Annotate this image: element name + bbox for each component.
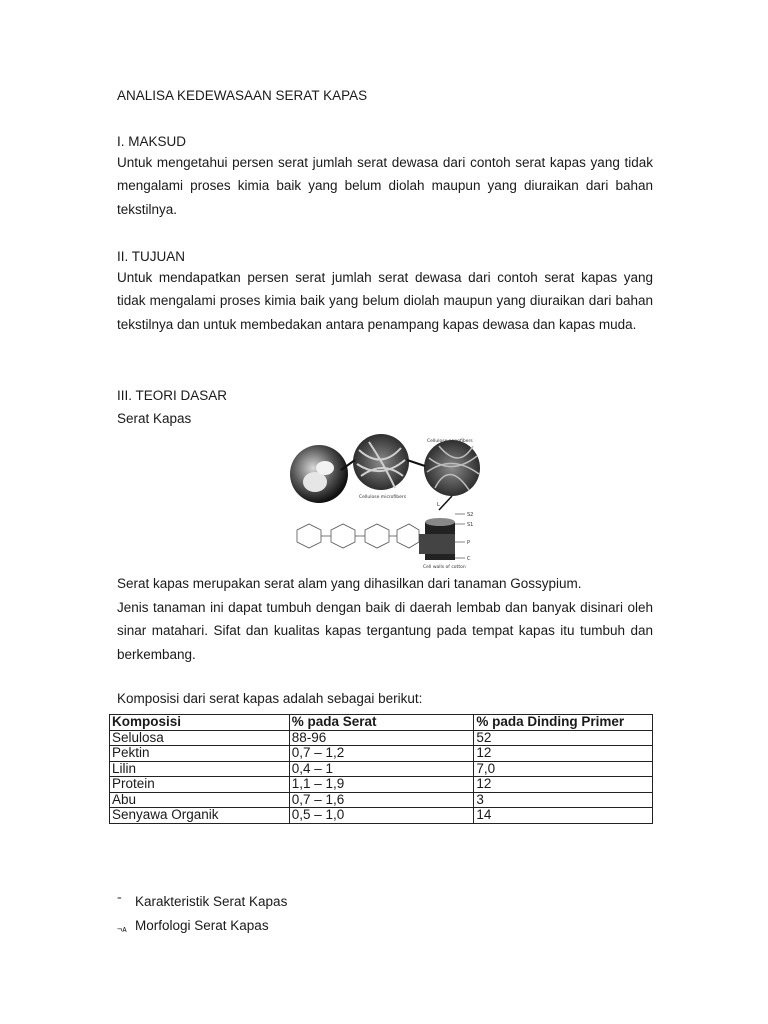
- paragraph-maksud: Untuk mengetahui persen serat jumlah serat dewasa dari contoh serat kapas yang tidak mengalami proses kimia baik yang belum diolah maupun yang diuraikan dari bahan tekstilnya.: [117, 155, 653, 217]
- paragraph-tujuan: Untuk mendapatkan persen serat jumlah serat dewasa dari contoh serat kapas yang tidak mengalami proses kimia baik yang belum diolah maupun yang diuraikan dari bahan tekstilnya dan untuk membedakan antara penampang kapas dewasa dan kapas muda.: [117, 270, 653, 332]
- paragraph-serat-kapas: Serat kapas merupakan serat alam yang dihasilkan dari tanaman Gossypium.: [117, 576, 582, 591]
- layer-label-s1: S1: [467, 522, 474, 528]
- bullet-karakteristik: [117, 894, 287, 909]
- table-cell: 0,5 – 1,0: [289, 808, 474, 824]
- layer-label-l: L: [437, 502, 440, 508]
- table-row: [110, 761, 653, 777]
- table-cell: Abu: [110, 792, 290, 808]
- table-row: [110, 746, 653, 762]
- layer-label-p: P: [467, 540, 471, 546]
- subheading-serat-kapas: Serat Kapas: [117, 411, 192, 426]
- table-cell: Pektin: [110, 746, 290, 762]
- table-cell: Selulosa: [110, 730, 290, 746]
- bullet-text: Karakteristik Serat Kapas: [135, 894, 288, 909]
- table-cell: 0,4 – 1: [289, 761, 474, 777]
- table-cell: Protein: [110, 777, 290, 793]
- label-cellwall: Cell walls of cotton: [423, 565, 466, 570]
- bullet-glyph-icon: ¬ᴀ: [117, 924, 127, 934]
- table-cell: 12: [474, 746, 653, 762]
- heading-tujuan: II. TUJUAN: [117, 249, 186, 264]
- layer-label-c: C: [467, 556, 471, 562]
- bullet-text: Morfologi Serat Kapas: [135, 918, 269, 933]
- heading-maksud: I. MAKSUD: [117, 134, 187, 149]
- bullet-glyph-icon: ⁼: [117, 895, 122, 905]
- table-cell: 14: [474, 808, 653, 824]
- table-cell: 0,7 – 1,6: [289, 792, 474, 808]
- bullet-morfologi: [117, 918, 269, 935]
- header-pada-serat: % pada Serat: [289, 715, 474, 731]
- paragraph-jenis-tanaman: Jenis tanaman ini dapat tumbuh dengan baik di daerah lembab dan banyak disinari oleh sinar matahari. Sifat dan kualitas kapas tergantung pada tempat kapas itu tumbuh dan berkembang.: [117, 600, 653, 662]
- table-intro: Komposisi dari serat kapas adalah sebagai berikut:: [117, 691, 423, 706]
- composition-table: [109, 714, 653, 824]
- header-komposisi: Komposisi: [110, 715, 290, 731]
- table-row: [110, 808, 653, 824]
- label-microfibers: Cellulose microfibers: [359, 495, 407, 500]
- table-cell: 7,0: [474, 761, 653, 777]
- table-cell: 3: [474, 792, 653, 808]
- cotton-fiber-figure: [289, 430, 487, 570]
- table-cell: 1,1 – 1,9: [289, 777, 474, 793]
- header-pada-dinding-primer: % pada Dinding Primer: [474, 715, 653, 731]
- table-cell: 0,7 – 1,2: [289, 746, 474, 762]
- cotton-fiber-illustration: [289, 430, 487, 570]
- layer-label-s2: S2: [467, 512, 474, 518]
- table-header-row: [110, 715, 653, 731]
- table-row: [110, 792, 653, 808]
- table-cell: 12: [474, 777, 653, 793]
- table-cell: 52: [474, 730, 653, 746]
- label-nanofibers: Cellulose nanofibers: [427, 439, 473, 444]
- cellulose-chain-diagram: [297, 524, 419, 548]
- table-cell: Lilin: [110, 761, 290, 777]
- table-row: [110, 730, 653, 746]
- document-title: ANALISA KEDEWASAAN SERAT KAPAS: [117, 88, 368, 103]
- table-cell: Senyawa Organik: [110, 808, 290, 824]
- heading-teori-dasar: III. TEORI DASAR: [117, 388, 228, 403]
- table-cell: 88-96: [289, 730, 474, 746]
- table-row: [110, 777, 653, 793]
